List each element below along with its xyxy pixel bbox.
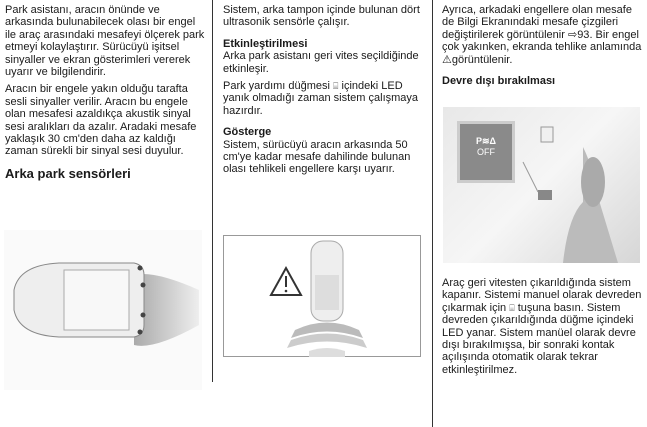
intro-paragraph: Park asistanı, aracın önünde ve arkasında bulunabilecek olası bir engel ile araç arasındaki mesafeyi ölçerek park etmeyi kolaylaştırır. Sürücüyü işitsel sinyaller ve ekran gösterimleri vererek uyarır ve bilgilendirir. (5, 4, 205, 79)
deactivation-paragraph: Araç geri vitesten çıkarıldığında sistem kapanır. Sistemi manuel olarak devreden çıkarmak için ⌸ tuşuna basın. Sistem devreden çıkarıldığında düğme içindeki LED yanar. Sistem manüel olarak devre dışı bırakılmışsa, bir sonraki kontak açılışında otomatik olarak tekrar etkinleştirilmez. (442, 277, 642, 376)
led-paragraph: Park yardımı düğmesi ⌸ içindeki LED yanık olmadığı zaman sistem çalışmaya hazırdır. (223, 80, 419, 117)
column-left (5, 4, 205, 180)
section-heading: Arka park sensörleri (5, 165, 131, 181)
sensor-paragraph: Sistem, arka tampon içinde bulunan dört ultrasonik sensörle çalışır. (223, 4, 420, 29)
distance-paragraph: Ayrıca, arkadaki engellere olan mesafe de Bilgi Ekranındaki mesafe çizgileri değiştirilerek görüntülenir ⇨93. Bir engel çok yakınken, ekranda tehlike anlamında ⚠görüntülenir. (442, 4, 642, 66)
column-middle (223, 4, 423, 181)
column-divider (212, 0, 213, 190)
signal-paragraph: Aracın bir engele yakın olduğu tarafta sesli sinyaller verilir. Aracın bu engele olan mesafesi azaldıkça akustik sinyal sesi aralıkları da azalır. Aradaki mesafe yaklaşık 30 cm'den daha az kaldığı zaman sürekli bir sinyal sesi duyulur. (5, 83, 197, 158)
page-reference-icon: ⇨ (567, 28, 578, 41)
display-paragraph: Sistem, sürücüyü aracın arkasında 50 cm'ye kadar mesafe dahilinde bulunan olası tehlikeli engellere karşı uyarır. (223, 138, 411, 176)
park-assist-off-button: P≋Δ OFF (457, 121, 515, 183)
park-assist-button-icon: ⌸ (333, 81, 339, 92)
park-assist-icon: P≋Δ (475, 136, 496, 146)
rear-sensor-car-illustration (4, 230, 202, 390)
activation-paragraph: Arka park asistanı geri vites seçildiğinde etkinleşir. (223, 50, 419, 75)
warning-triangle-icon: ⚠ (442, 53, 452, 66)
park-assist-button-icon: ⌸ (509, 302, 515, 313)
activation-heading: Etkinleştirilmesi (223, 37, 308, 50)
page-reference[interactable]: 93 (577, 28, 590, 41)
display-illustration (223, 235, 421, 357)
column-divider (212, 190, 213, 382)
deactivation-heading: Devre dışı bırakılması (442, 75, 556, 88)
column-right (442, 4, 642, 87)
column-right-lower (442, 277, 642, 381)
column-divider (432, 0, 433, 427)
display-heading: Gösterge (223, 126, 272, 139)
button-illustration (443, 107, 640, 263)
